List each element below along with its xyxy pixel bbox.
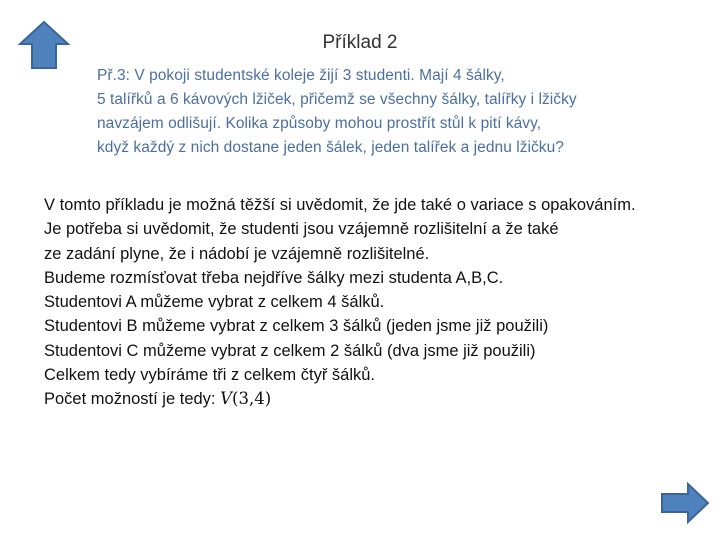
arrow-up-icon bbox=[20, 22, 68, 68]
solution-line: Budeme rozmísťovat třeba nejdříve šálky mezi studenta A,B,C. bbox=[44, 268, 504, 287]
solution-text bbox=[44, 193, 714, 412]
problem-statement bbox=[97, 64, 707, 160]
formula-symbol: V bbox=[220, 389, 233, 409]
solution-line: ze zadání plyne, že i nádobí je vzájemně rozlišitelné. bbox=[44, 244, 430, 263]
problem-line: 5 talířků a 6 kávových lžiček, přičemž se všechny šálky, talířky i lžičky bbox=[97, 91, 577, 108]
solution-line: Studentovi C můžeme vybrat z celkem 2 šálků (dva jsme již použili) bbox=[44, 341, 536, 360]
problem-line: navzájem odlišují. Kolika způsoby mohou prostřít stůl k pití kávy, bbox=[97, 115, 542, 132]
variation-formula bbox=[220, 389, 271, 408]
nav-next-button[interactable] bbox=[660, 482, 710, 524]
nav-up-button[interactable] bbox=[18, 20, 70, 70]
formula-args: (3,4) bbox=[232, 389, 272, 409]
result-label: Počet možností je tedy: bbox=[44, 390, 221, 409]
solution-line: Studentovi A můžeme vybrat z celkem 4 šálků. bbox=[44, 293, 385, 312]
solution-line: Studentovi B můžeme vybrat z celkem 3 šálků (jeden jsme již použili) bbox=[44, 317, 549, 336]
problem-line: když každý z nich dostane jeden šálek, jeden talířek a jednu lžičku? bbox=[97, 139, 564, 156]
solution-line: Celkem tedy vybíráme tři z celkem čtyř šálků. bbox=[44, 366, 375, 385]
result-line bbox=[44, 387, 714, 411]
solution-line: Je potřeba si uvědomit, že studenti jsou vzájemně rozlišitelní a že také bbox=[44, 220, 559, 239]
problem-line: Př.3: V pokoji studentské koleje žijí 3 studenti. Mají 4 šálky, bbox=[97, 67, 505, 84]
slide-title: Příklad 2 bbox=[322, 32, 398, 53]
solution-line: V tomto příkladu je možná těžší si uvědomit, že jde také o variace s opakováním. bbox=[44, 196, 636, 214]
arrow-right-icon bbox=[662, 484, 708, 522]
